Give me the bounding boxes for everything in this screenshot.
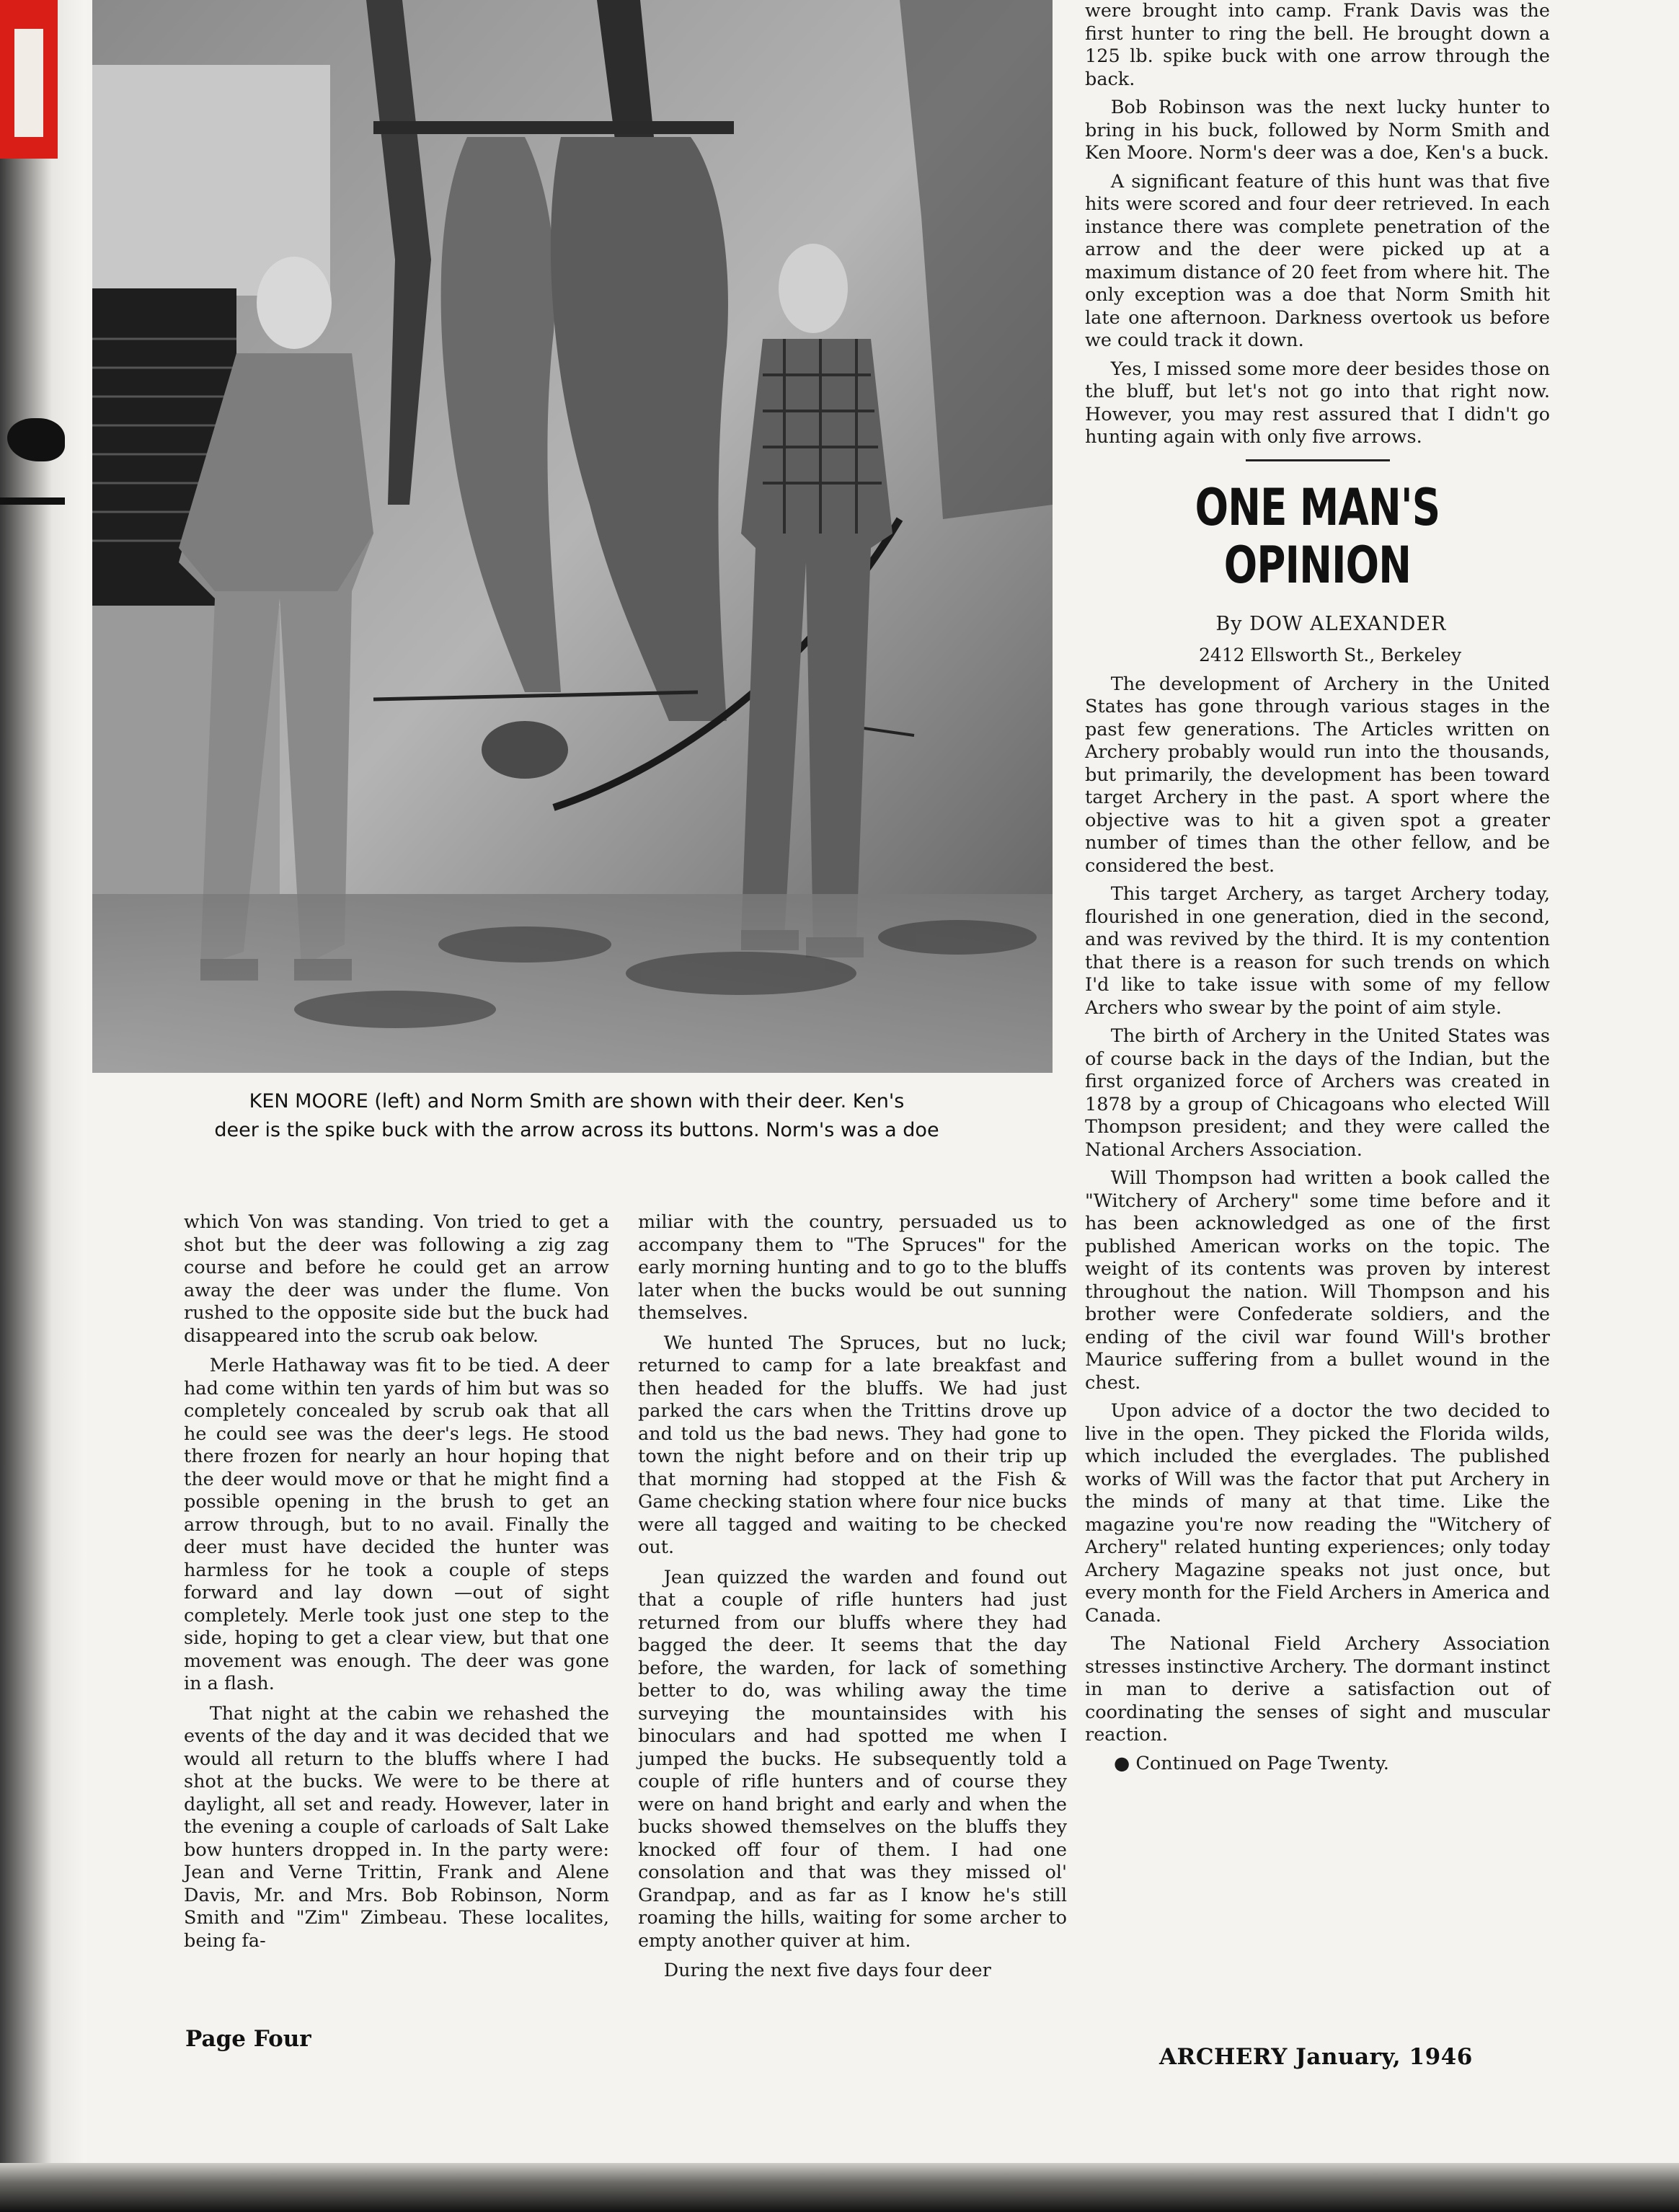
paragraph: Upon advice of a doctor the two decided to live in the open. They picked the Florida wilds, which included the everglades. The published works of Will was the factor that put Archery in the minds of many at that time. Like the magazine you're now reading the "Witchery of Archery" related hunting experiences; only today Archery Magazine speaks not just once, but every month for the Field Archers in America and Canada. <box>1085 1400 1550 1627</box>
caption-line-2: deer is the spike buck with the arrow across its buttons. Norm's was a doe <box>214 1119 939 1141</box>
author-address: 2412 Ellsworth St., Berkeley <box>1198 644 1462 665</box>
red-cover-tab <box>0 0 58 159</box>
paragraph: miliar with the country, persuaded us to accompany them to "The Spruces" for the early morning hunting and to go to the bluffs later when the bucks would be out sunning themselves. <box>638 1211 1067 1324</box>
article-heading: ONE MAN'S OPINION <box>1195 477 1440 595</box>
paragraph: This target Archery, as target Archery today, flourished in one generation, died in the second, and was revived by the third. It is my contention that there is a reason for such trends on which I'd like to take issue with some of my fellow Archers who swear by the point of aim style. <box>1085 883 1550 1019</box>
scan-bottom-edge <box>0 2163 1679 2212</box>
caption-line-1: KEN MOORE (left) and Norm Smith are shown with their deer. Ken's <box>249 1090 905 1112</box>
binding-ink-mark <box>7 418 65 461</box>
binding-ink-line <box>0 497 65 505</box>
article-byline: By DOW ALEXANDER <box>1215 612 1447 635</box>
paragraph: We hunted The Spruces, but no luck; returned to camp for a late breakfast and then headed for the bluffs. We had just parked the cars when the Trittins drove up and told us the bad news. They had gone to town the night before and on their trip up that morning had stopped at the Fish & Game checking station where four nice bucks were all tagged and waiting to be checked out. <box>638 1332 1067 1558</box>
photo-caption <box>130 1087 1024 1145</box>
paragraph: The development of Archery in the United States has gone through various stages in the past few generations. The Articles written on Archery probably would run into the thousands, but primarily, the development has been toward target Archery in the past. A sport where the objective was to hit a given spot a greater number of times than the other fellow, and be considered the best. <box>1085 673 1550 877</box>
article-column-1 <box>184 1211 609 1960</box>
issue-footer: ARCHERY January, 1946 <box>1159 2044 1473 2070</box>
paragraph: The National Field Archery Association stresses instinctive Archery. The dormant instinct in man to derive a satisfaction out of coordinating the senses of sight and muscular reaction. <box>1085 1633 1550 1746</box>
paragraph: which Von was standing. Von tried to get a shot but the deer was following a zig zag course and before he could get an arrow away the deer was under the flume. Von rushed to the opposite side but the buck had disappeared into the scrub oak below. <box>184 1211 609 1347</box>
paragraph: A significant feature of this hunt was that five hits were scored and four deer retrieved. In each instance there was complete penetration of the arrow and the deer were picked up at a maximum distance of 20 feet from where hit. The only exception was a doe that Norm Smith hit late one afternoon. Darkness overtook us before we could track it down. <box>1085 170 1550 351</box>
paragraph: were brought into camp. Frank Davis was the first hunter to ring the bell. He brought down a 125 lb. spike buck with one arrow through the back. <box>1085 0 1550 90</box>
paragraph: The birth of Archery in the United States was of course back in the days of the Indian, but the first organized force of Archers was created in 1878 by a group of Chicagoans who elected Will Thompson president; and they were called the National Archers Association. <box>1085 1025 1550 1161</box>
left-binding-edge <box>0 0 87 2212</box>
section-divider <box>1246 459 1390 461</box>
page-number: Page Four <box>185 2026 311 2052</box>
paragraph: That night at the cabin we rehashed the events of the day and it was decided that we would all return to the bluffs where I had shot at the bucks. We were to be there at daylight, all set and ready. However, later in the evening a couple of carloads of Salt Lake bow hunters dropped in. In the party were: Jean and Verne Trittin, Frank and Alene Davis, Mr. and Mrs. Bob Robinson, Norm Smith and "Zim" Zimbeau. These localites, being fa- <box>184 1702 609 1952</box>
paragraph: Merle Hathaway was fit to be tied. A deer had come within ten yards of him but was so completely concealed by scrub oak that all he could see was the deer's legs. He stood there frozen for nearly an hour hoping that the deer would move or that he might find a possible opening in the brush to get an arrow through, but to no avail. Finally the deer must have decided the hunter was harmless for he took a couple of steps forward and lay down —out of sight completely. Merle took just one step to the side, hoping to get a clear view, but that one movement was enough. The deer was gone in a flash. <box>184 1355 609 1694</box>
paragraph: Bob Robinson was the next lucky hunter to bring in his buck, followed by Norm Smith and Ken Moore. Norm's deer was a doe, Ken's a buck. <box>1085 97 1550 164</box>
article-column-2 <box>638 1211 1067 1990</box>
paragraph: Will Thompson had written a book called the "Witchery of Archery" some time before and it has been acknowledged as one of the first published American works on the topic. The weight of its contents was proven by interest throughout the nation. Will Thompson and his brother were Confederate soldiers, and the ending of the civil war found Will's brother Maurice suffering from a bullet wound in the chest. <box>1085 1167 1550 1394</box>
paragraph: During the next five days four deer <box>663 1960 991 1981</box>
paragraph: Jean quizzed the warden and found out that a couple of rifle hunters had just returned from our bluffs where they had bagged the deer. It seems that the day before, the warden, for lack of something better to do, was whiling away the time surveying the mountainsides with his binoculars and had spotted me when I jumped the bucks. He subsequently told a couple of rifle hunters and of course they were on hand bright and early and when the bucks showed themselves on the bluffs they knocked off four of them. I had one consolation and that was they missed ol' Grandpap, and as far as I know he's still roaming the hills, waiting for some archer to empty another quiver at him. <box>638 1566 1067 1952</box>
paragraph: Yes, I missed some more deer besides those on the bluff, but let's not go into that right now. However, you may rest assured that I didn't go hunting again with only five arrows. <box>1085 358 1550 448</box>
continued-note: ● Continued on Page Twenty. <box>1114 1752 1389 1774</box>
hunters-with-deer-photo <box>92 0 1053 1073</box>
article-column-3 <box>1085 0 1550 1781</box>
